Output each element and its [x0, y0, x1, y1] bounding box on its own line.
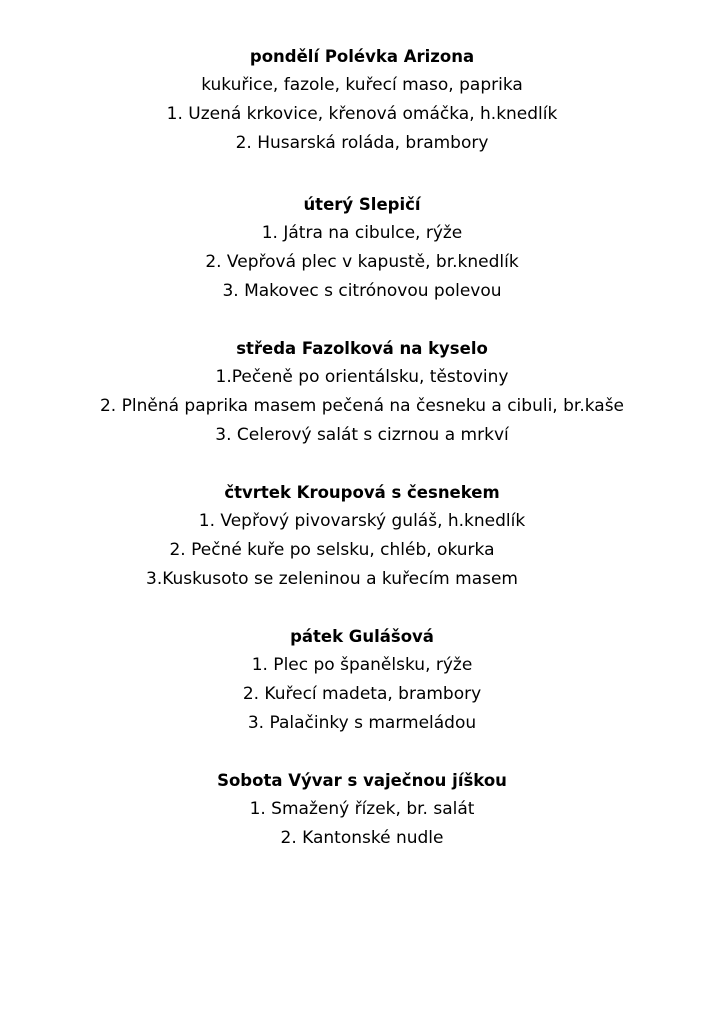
menu-line: 3. Celerový salát s cizrnou a mrkví — [215, 425, 509, 445]
day-heading: Sobota Vývar s vaječnou jíškou — [217, 771, 507, 790]
day-tuesday — [0, 190, 724, 306]
day-friday — [0, 622, 724, 738]
menu-line: kukuřice, fazole, kuřecí maso, paprika — [201, 75, 523, 95]
menu-line: 2. Kuřecí madeta, brambory — [242, 684, 482, 704]
menu-line: 1.Pečeně po orientálsku, těstoviny — [215, 367, 509, 387]
menu-line: 3.Kuskusoto se zeleninou a kuřecím masem — [146, 569, 518, 589]
day-heading: čtvrtek Kroupová s česnekem — [224, 483, 500, 502]
menu-line: 2. Pečné kuře po selsku, chléb, okurka — [169, 540, 495, 560]
menu-line: 1. Uzená krkovice, křenová omáčka, h.knedlík — [166, 104, 558, 124]
menu-line: 3. Palačinky s marmeládou — [247, 713, 477, 733]
menu-line: 2. Vepřová plec v kapustě, br.knedlík — [205, 252, 519, 272]
day-heading: středa Fazolková na kyselo — [236, 339, 488, 358]
menu-line: 1. Plec po španělsku, rýže — [251, 655, 473, 675]
menu-line: 3. Makovec s citrónovou polevou — [222, 281, 502, 301]
menu-line: 1. Smažený řízek, br. salát — [249, 799, 475, 819]
menu-line: 1. Játra na cibulce, rýže — [261, 223, 463, 243]
day-heading: úterý Slepičí — [303, 195, 421, 214]
day-heading: pátek Gulášová — [290, 627, 434, 646]
day-monday — [0, 42, 724, 158]
day-wednesday — [0, 334, 724, 450]
menu-line: 2. Husarská roláda, brambory — [235, 133, 489, 153]
day-heading: pondělí Polévka Arizona — [249, 47, 475, 66]
day-thursday — [0, 478, 724, 594]
menu-line: 2. Kantonské nudle — [280, 828, 444, 848]
menu-line: 1. Vepřový pivovarský guláš, h.knedlík — [198, 511, 526, 531]
menu-line: 2. Plněná paprika masem pečená na česneku a cibuli, br.kaše — [99, 396, 625, 416]
day-saturday — [0, 766, 724, 853]
